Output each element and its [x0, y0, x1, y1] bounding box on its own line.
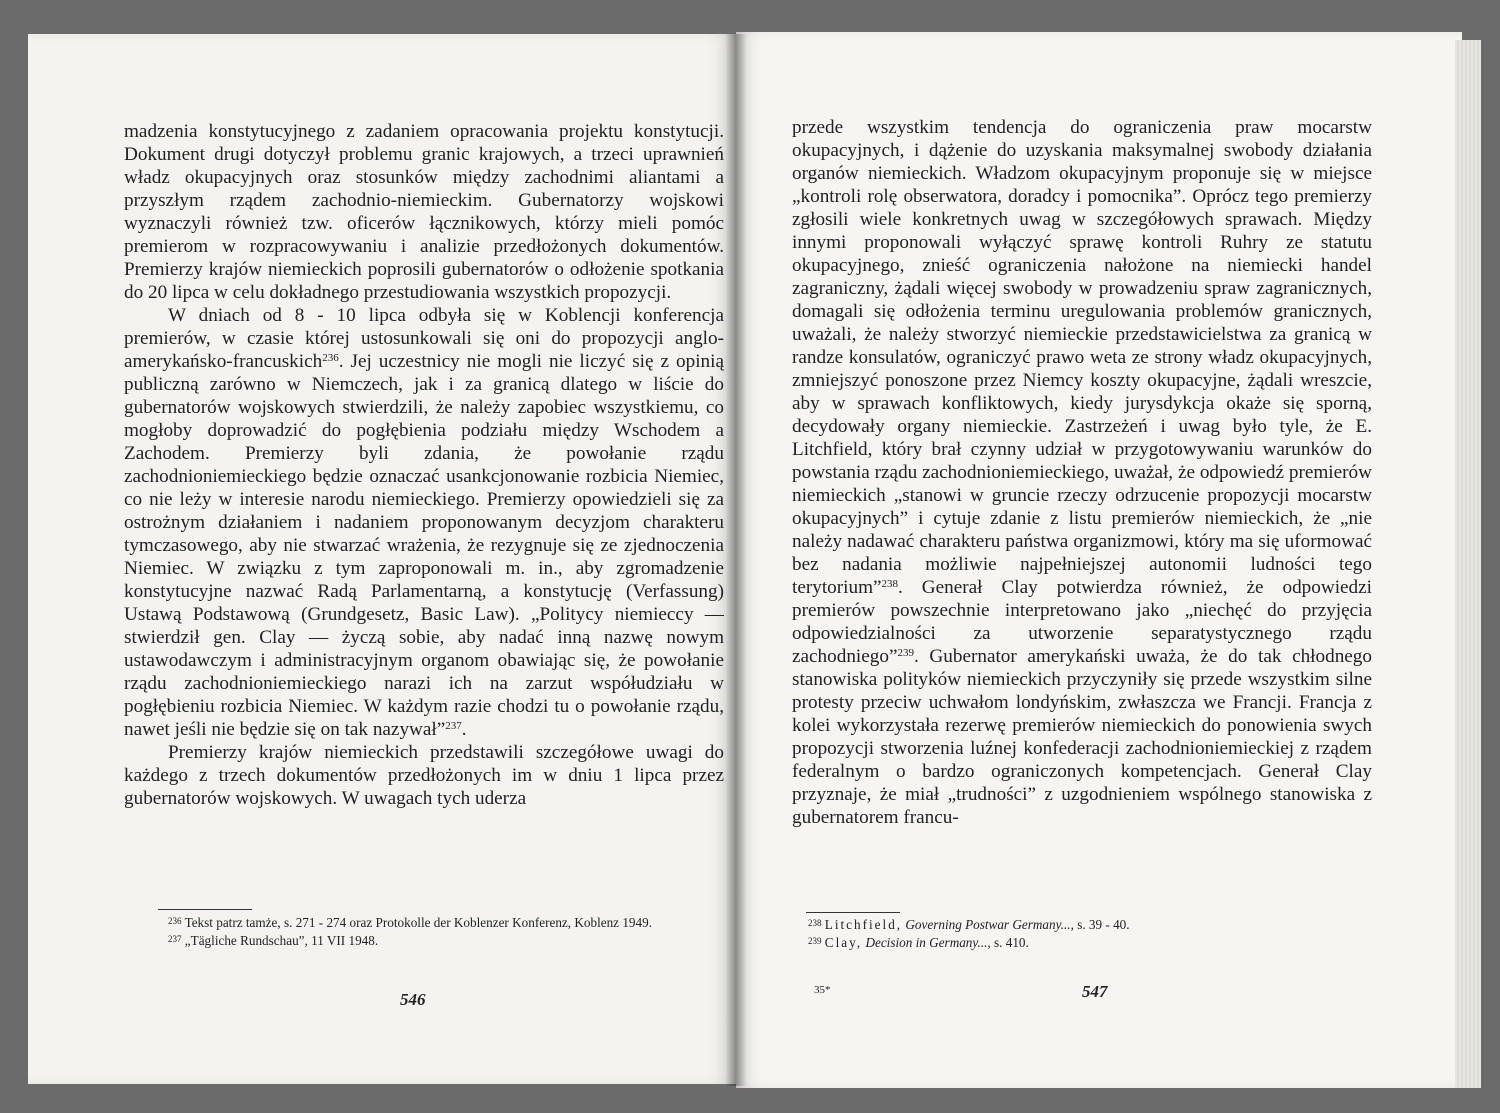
right-page [736, 32, 1462, 1088]
book-spine [725, 34, 747, 1086]
footnote-ref: 239 [897, 647, 914, 659]
left-footnotes [124, 914, 724, 950]
footnote: $^{236}$ Tekst patrz tamże, s. 271 - 274 oraz Protokolle der Koblenzer Konferenz, Koblenz 1949. [168, 915, 653, 930]
footnote-ref: 237 [445, 720, 462, 732]
footnote-divider [806, 912, 900, 913]
right-footnotes [798, 916, 1358, 952]
footnote-ref: 238 [881, 578, 899, 590]
footnote: $^{239}$ Clay, Decision in Germany..., s. 410. [808, 935, 1029, 950]
page-edges [1455, 40, 1481, 1088]
paragraph: Premierzy krajów niemieckich przedstawili szczegółowe uwagi do każdego z trzech dokumentów przedłożonych im w dniu 1 lipca przez gubernatorów wojskowych. W uwagach tych uderza [124, 742, 724, 809]
right-body-text [792, 116, 1372, 829]
paragraph: przede wszystkim tendencja do ograniczenia praw mocarstw okupacyjnych, i dążenie do uzyskania maksymalnej swobody działania organów niemieckich. Władzom okupacyjnym proponuje się w miejsce „kontroli rolę obserwatora, doradcy i pomocnika”. Oprócz tego premierzy zgłosili wiele konkretnych uwag w szczegółowych sprawach. Między innymi proponowali wyłączyć sprawę kontroli Ruhry ze statutu okupacyjnego, znieść ograniczenia nałożone na niemiecki handel zagraniczny, żądali więcej swobody w prowadzeniu spraw zagranicznych, domagali się odłożenia terminu uregulowania problemów granicznych, uważali, że należy stworzyć niemieckie przedstawicielstwa za granicą w randze konsulatów, ograniczyć prawo weta ze strony władz okupacyjnych, zmniejszyć ponoszone przez Niemcy koszty okupacyjne, żądali wreszcie, aby w sprawach konfliktowych, kiedy jurysdykcja okaże się sporną, decydowały organy niemieckie. Zastrzeżeń i uwag było tyle, że E. Litchfield, który brał czynny udział w przygotowywaniu warunków do powstania rządu zachodnioniemieckiego, uważał, że odpowiedź premierów niemieckich „stanowi w gruncie rzeczy odrzucenie propozycji mocarstw okupacyjnych” i cytuje zdanie z listu premierów niemieckich, że „nie należy nadawać charakteru państwa organizmowi, który ma się uformować bez nadania możliwie najpełniejszej autonomii ludności tego terytorium”$^{238}$. Generał Clay potwierdza również, że odpowiedzi premierów powszechnie interpretowano jako „niechęć do przyjęcia odpowiedzialności za utworzenie separatystycznego rządu zachodniego”$^{239}$. Gubernator amerykański uważa, że do tak chłodnego stanowiska polityków niemieckich przyczyniły się przede wszystkim silne protesty przeciw uchwałom londyńskim, zwłaszcza we Francji. Francja z kolei wykorzystała rezerwę premierów niemieckich do ponowienia swych propozycji stworzenia luźnej konfederacji zachodnioniemieckiej z rządem federalnym o bardzo ograniczonych kompetencjach. Generał Clay przyznaje, że miał „trudności” z uzgodnieniem wspólnego stanowiska z gubernatorem francu- [792, 117, 1372, 828]
footnote: $^{238}$ Litchfield, Governing Postwar Germany..., s. 39 - 40. [808, 917, 1130, 932]
footnote-ref: 236 [322, 352, 339, 364]
paragraph: W dniach od 8 - 10 lipca odbyła się w Koblencji konferencja premierów, w czasie której ustosunkowali się oni do propozycji anglo-amerykańsko-francuskich$^{236}$. Jej uczestnicy nie mogli nie liczyć się z opinią publiczną zarówno w Niemczech, jak i za granicą dlatego w liście do gubernatorów wojskowych stwierdzili, że należy zapobiec wszystkiemu, co mogłoby doprowadzić do pogłębienia podziału między Wschodem a Zachodem. Premierzy byli zdania, że powołanie rządu zachodnioniemieckiego będzie oznaczać usankcjonowanie rozbicia Niemiec, co nie leży w interesie narodu niemieckiego. Premierzy opowiedzieli się za ostrożnym działaniem i nadaniem proponowanym decyzjom charakteru tymczasowego, aby nie stwarzać wrażenia, że rezygnuje się ze zjednoczenia Niemiec. W związku z tym zaproponowali m. in., aby zgromadzenie konstytucyjne nazwać Radą Parlamentarną, a konstytucję (Verfassung) Ustawą Podstawową (Grundgesetz, Basic Law). „Politycy niemieccy — stwierdził gen. Clay — życzą sobie, aby nadać inną nazwę nowym ustawodawczym i administracyjnym organom obawiając się, że powołanie rządu zachodnioniemieckiego narazi ich na zarzut współudziału w pogłębieniu rozbicia Niemiec. W każdym razie chodzi tu o powołanie rządu, nawet jeśli nie będzie się on tak nazywał”$^{237}$. [124, 305, 724, 740]
printer-signature: 35* [814, 984, 831, 996]
footnote: $^{237}$ „Tägliche Rundschau”, 11 VII 1948. [168, 933, 379, 948]
left-body-text [124, 120, 724, 810]
paragraph: madzenia konstytucyjnego z zadaniem opracowania projektu konstytucji. Dokument drugi dotyczył problemu granic krajowych, a trzeci uprawnień władz okupacyjnych oraz stosunków między zachodnimi aliantami a przyszłym rządem zachodnio-niemieckim. Gubernatorzy wojskowi wyznaczyli również tzw. oficerów łącznikowych, którzy mieli pomóc premierom w rozpracowywaniu i analizie przedłożonych dokumentów. Premierzy krajów niemieckich poprosili gubernatorów o odłożenie spotkania do 20 lipca w celu dokładnego przestudiowania wszystkich propozycji. [124, 121, 724, 303]
page-number: 547 [1082, 982, 1108, 1001]
left-page [28, 34, 736, 1084]
page-number: 546 [400, 990, 426, 1009]
footnote-divider [158, 909, 252, 910]
